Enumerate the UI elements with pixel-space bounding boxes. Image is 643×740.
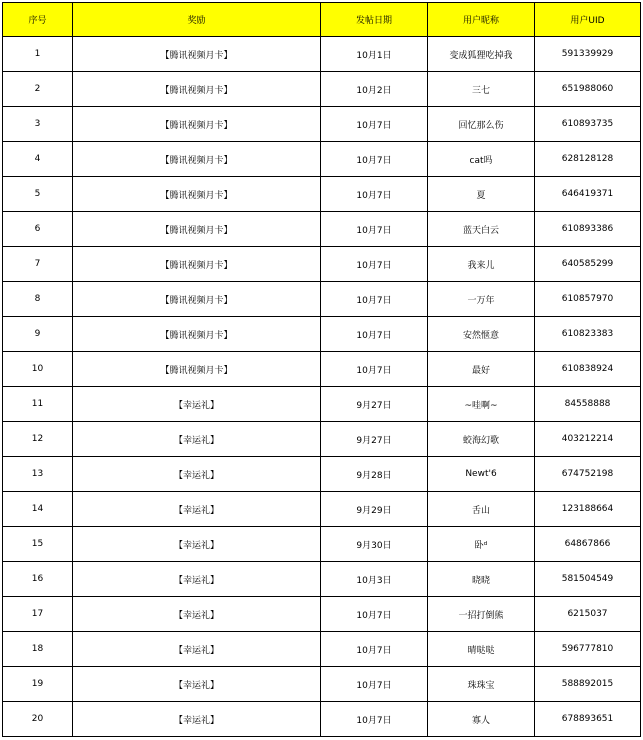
- cell-nickname: 一万年: [428, 282, 535, 317]
- cell-uid: 123188664: [535, 492, 641, 527]
- cell-reward: 【幸运礼】: [73, 562, 321, 597]
- cell-reward: 【幸运礼】: [73, 527, 321, 562]
- table-row: [3, 667, 641, 702]
- cell-nickname: 最好: [428, 352, 535, 387]
- cell-post-date: 10月7日: [321, 597, 428, 632]
- cell-reward: 【幸运礼】: [73, 457, 321, 492]
- cell-post-date: 10月2日: [321, 72, 428, 107]
- cell-post-date: 10月7日: [321, 177, 428, 212]
- table-row: [3, 632, 641, 667]
- cell-index: 2: [3, 72, 73, 107]
- cell-post-date: 9月29日: [321, 492, 428, 527]
- rewards-table: [2, 2, 641, 737]
- cell-index: 10: [3, 352, 73, 387]
- cell-post-date: 9月28日: [321, 457, 428, 492]
- table-row: [3, 247, 641, 282]
- cell-index: 4: [3, 142, 73, 177]
- cell-post-date: 10月7日: [321, 247, 428, 282]
- cell-post-date: 10月7日: [321, 632, 428, 667]
- cell-index: 13: [3, 457, 73, 492]
- cell-post-date: 9月27日: [321, 387, 428, 422]
- table-row: [3, 387, 641, 422]
- cell-nickname: 一招打倒熊: [428, 597, 535, 632]
- table-row: [3, 107, 641, 142]
- cell-index: 9: [3, 317, 73, 352]
- cell-nickname: 变成狐狸吃掉我: [428, 37, 535, 72]
- cell-uid: 610857970: [535, 282, 641, 317]
- table-row: [3, 527, 641, 562]
- cell-index: 19: [3, 667, 73, 702]
- cell-uid: 610893386: [535, 212, 641, 247]
- cell-nickname: 夏: [428, 177, 535, 212]
- cell-index: 20: [3, 702, 73, 737]
- cell-uid: 591339929: [535, 37, 641, 72]
- header-index: 序号: [3, 3, 73, 37]
- cell-nickname: 我来儿: [428, 247, 535, 282]
- cell-nickname: 回忆那么伤: [428, 107, 535, 142]
- table-body: [3, 37, 641, 737]
- cell-nickname: 晓晓: [428, 562, 535, 597]
- table-row: [3, 177, 641, 212]
- table-row: [3, 422, 641, 457]
- cell-nickname: cat吗: [428, 142, 535, 177]
- cell-nickname: Newt'6: [428, 457, 535, 492]
- table-row: [3, 597, 641, 632]
- cell-uid: 678893651: [535, 702, 641, 737]
- cell-post-date: 10月3日: [321, 562, 428, 597]
- cell-nickname: 蛟海幻歌: [428, 422, 535, 457]
- cell-post-date: 10月7日: [321, 107, 428, 142]
- cell-reward: 【腾讯视频月卡】: [73, 247, 321, 282]
- cell-reward: 【腾讯视频月卡】: [73, 37, 321, 72]
- cell-post-date: 9月27日: [321, 422, 428, 457]
- cell-uid: 610838924: [535, 352, 641, 387]
- cell-index: 16: [3, 562, 73, 597]
- cell-index: 12: [3, 422, 73, 457]
- cell-nickname: 珠珠宝: [428, 667, 535, 702]
- cell-post-date: 10月7日: [321, 352, 428, 387]
- cell-index: 15: [3, 527, 73, 562]
- cell-index: 8: [3, 282, 73, 317]
- table-row: [3, 72, 641, 107]
- cell-reward: 【幸运礼】: [73, 492, 321, 527]
- table-row: [3, 492, 641, 527]
- cell-index: 11: [3, 387, 73, 422]
- cell-index: 6: [3, 212, 73, 247]
- table-row: [3, 457, 641, 492]
- header-row: [3, 3, 641, 37]
- table-row: [3, 212, 641, 247]
- cell-reward: 【腾讯视频月卡】: [73, 352, 321, 387]
- table-header: [3, 3, 641, 37]
- cell-reward: 【腾讯视频月卡】: [73, 107, 321, 142]
- cell-post-date: 10月7日: [321, 702, 428, 737]
- cell-uid: 588892015: [535, 667, 641, 702]
- cell-uid: 581504549: [535, 562, 641, 597]
- header-uid: 用户UID: [535, 3, 641, 37]
- cell-index: 7: [3, 247, 73, 282]
- table-row: [3, 37, 641, 72]
- cell-post-date: 10月7日: [321, 282, 428, 317]
- table-row: [3, 352, 641, 387]
- cell-nickname: 晴哒哒: [428, 632, 535, 667]
- cell-post-date: 10月7日: [321, 667, 428, 702]
- cell-uid: 596777810: [535, 632, 641, 667]
- cell-nickname: 寡人: [428, 702, 535, 737]
- cell-post-date: 10月7日: [321, 142, 428, 177]
- cell-uid: 610893735: [535, 107, 641, 142]
- cell-nickname: 安然惬意: [428, 317, 535, 352]
- cell-nickname: ~哇啊~: [428, 387, 535, 422]
- cell-reward: 【幸运礼】: [73, 387, 321, 422]
- cell-post-date: 9月30日: [321, 527, 428, 562]
- cell-uid: 84558888: [535, 387, 641, 422]
- cell-reward: 【腾讯视频月卡】: [73, 177, 321, 212]
- cell-nickname: 蓝天白云: [428, 212, 535, 247]
- cell-index: 17: [3, 597, 73, 632]
- header-nickname: 用户昵称: [428, 3, 535, 37]
- cell-reward: 【幸运礼】: [73, 667, 321, 702]
- cell-reward: 【腾讯视频月卡】: [73, 212, 321, 247]
- cell-uid: 651988060: [535, 72, 641, 107]
- cell-reward: 【腾讯视频月卡】: [73, 317, 321, 352]
- table-row: [3, 142, 641, 177]
- cell-uid: 646419371: [535, 177, 641, 212]
- cell-index: 18: [3, 632, 73, 667]
- cell-uid: 403212214: [535, 422, 641, 457]
- cell-index: 14: [3, 492, 73, 527]
- cell-nickname: 三七: [428, 72, 535, 107]
- table-row: [3, 317, 641, 352]
- cell-reward: 【腾讯视频月卡】: [73, 282, 321, 317]
- cell-nickname: 卧ᵈ: [428, 527, 535, 562]
- cell-uid: 628128128: [535, 142, 641, 177]
- cell-post-date: 10月7日: [321, 317, 428, 352]
- cell-reward: 【幸运礼】: [73, 597, 321, 632]
- table-row: [3, 282, 641, 317]
- table-row: [3, 562, 641, 597]
- cell-index: 3: [3, 107, 73, 142]
- cell-reward: 【幸运礼】: [73, 702, 321, 737]
- cell-reward: 【腾讯视频月卡】: [73, 72, 321, 107]
- header-post-date: 发帖日期: [321, 3, 428, 37]
- cell-uid: 674752198: [535, 457, 641, 492]
- header-reward: 奖励: [73, 3, 321, 37]
- cell-post-date: 10月7日: [321, 212, 428, 247]
- cell-nickname: 舌山: [428, 492, 535, 527]
- cell-post-date: 10月1日: [321, 37, 428, 72]
- cell-index: 5: [3, 177, 73, 212]
- cell-reward: 【腾讯视频月卡】: [73, 142, 321, 177]
- cell-reward: 【幸运礼】: [73, 422, 321, 457]
- cell-uid: 640585299: [535, 247, 641, 282]
- table-row: [3, 702, 641, 737]
- cell-index: 1: [3, 37, 73, 72]
- cell-uid: 610823383: [535, 317, 641, 352]
- cell-uid: 64867866: [535, 527, 641, 562]
- cell-uid: 6215037: [535, 597, 641, 632]
- cell-reward: 【幸运礼】: [73, 632, 321, 667]
